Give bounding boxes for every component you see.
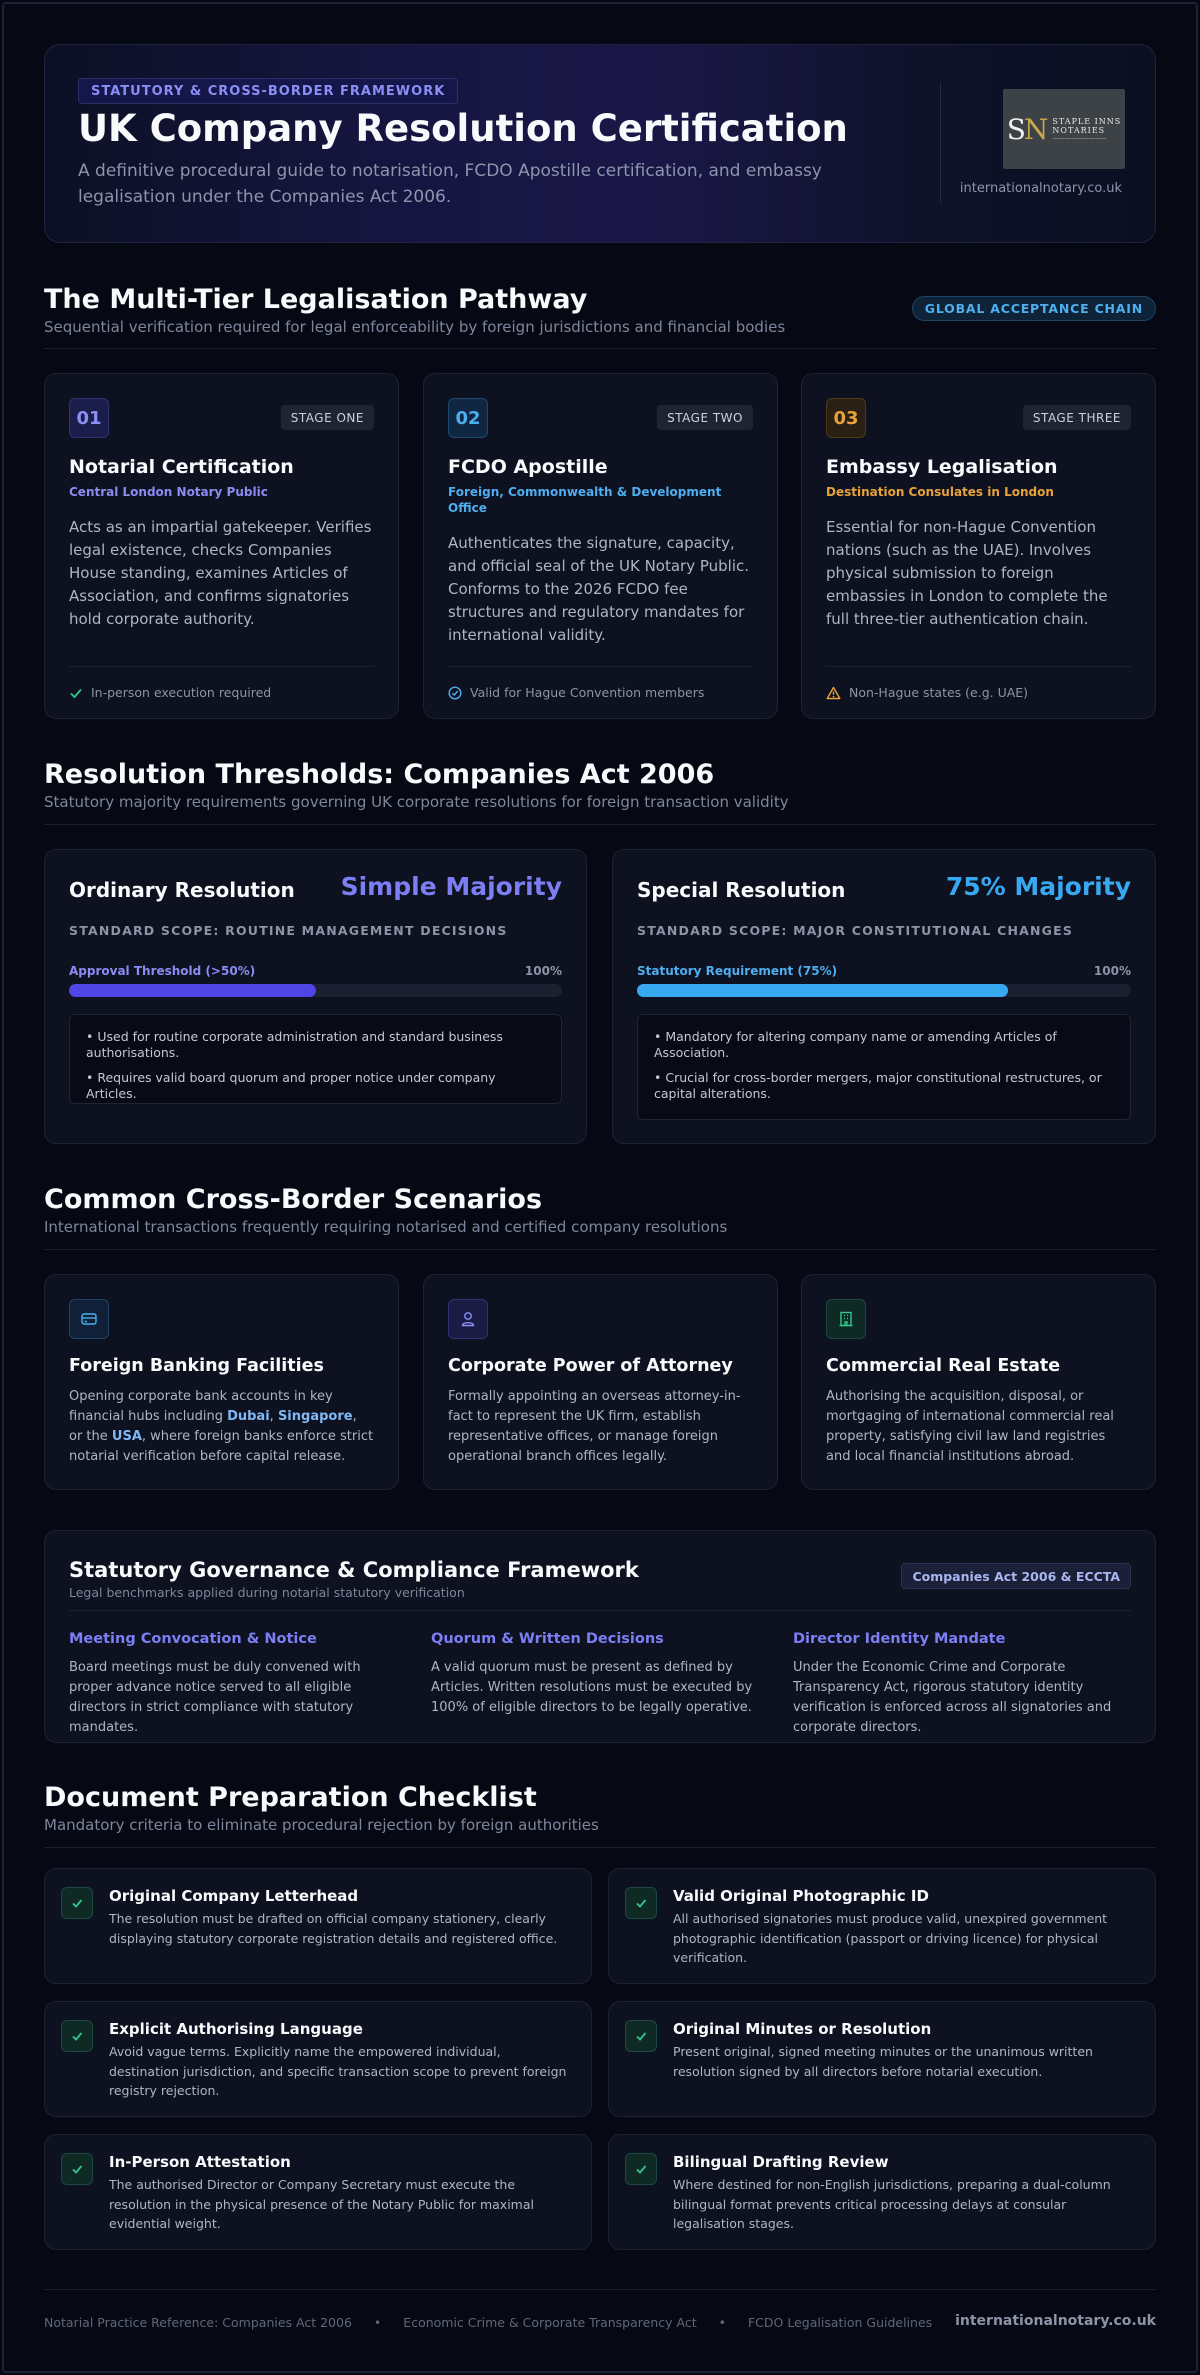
- stage-number: 01: [69, 398, 109, 438]
- resolution-notes: [637, 1014, 1131, 1120]
- stage-title: Embassy Legalisation: [826, 456, 1058, 478]
- stage-number: 02: [448, 398, 488, 438]
- checklist-item-title: Valid Original Photographic ID: [673, 1887, 929, 1905]
- stage-footer-text: Valid for Hague Convention members: [470, 685, 705, 700]
- governance-heading: Director Identity Mandate: [793, 1631, 1006, 1647]
- governance-text: A valid quorum must be present as defined by Articles. Written resolutions must be executed by 100% of eligible directors to be legally operative.: [431, 1660, 753, 1715]
- thresholds-title: Resolution Thresholds: Companies Act 2006: [44, 759, 715, 790]
- hero-subtitle: A definitive procedural guide to notarisation, FCDO Apostille certification, and embassy legalisation under the Companies Act 2006.: [78, 161, 822, 207]
- checklist-item: [608, 2134, 1156, 2250]
- thresholds-section: [44, 759, 1156, 811]
- highlight-singapore: Singapore: [277, 1409, 353, 1424]
- resolution-note: • Crucial for cross-border mergers, major constitutional restructures, or capital alterations.: [654, 1070, 1102, 1101]
- scenario-title: Corporate Power of Attorney: [448, 1356, 733, 1376]
- resolution-majority: Simple Majority: [340, 872, 562, 901]
- check-circle-icon: [448, 686, 462, 700]
- governance-divider: [69, 1610, 1131, 1611]
- resolution-scope: STANDARD SCOPE: MAJOR CONSTITUTIONAL CHANGES: [637, 923, 1074, 938]
- threshold-bar-max: 100%: [1093, 964, 1131, 978]
- checklist-item-title: Original Company Letterhead: [109, 1887, 359, 1905]
- hero-badge: STATUTORY & CROSS-BORDER FRAMEWORK: [78, 78, 458, 104]
- checklist-item-text: The authorised Director or Company Secretary must execute the resolution in the physical presence of the Notary Public for maximal evidential weight.: [109, 2177, 534, 2231]
- stage-footer: [826, 685, 1028, 700]
- resolution-title: Special Resolution: [637, 878, 846, 902]
- checkbox-checked: [61, 1887, 93, 1919]
- resolution-note: • Used for routine corporate administration and standard business authorisations.: [86, 1029, 503, 1060]
- scenarios-subtitle: International transactions frequently requiring notarised and certified company resolutions: [44, 1218, 728, 1236]
- stage-description: Essential for non-Hague Convention nations (such as the UAE). Involves physical submission to foreign embassies in London to complete the full three-tier authentication chain.: [826, 518, 1108, 628]
- stage-card-apostille: [423, 373, 778, 719]
- stage-footer-text: Non-Hague states (e.g. UAE): [849, 685, 1029, 700]
- governance-title: Statutory Governance & Compliance Framework: [69, 1558, 639, 1582]
- scenario-title: Commercial Real Estate: [826, 1356, 1061, 1376]
- threshold-bar-max: 100%: [524, 964, 562, 978]
- governance-heading: Meeting Convocation & Notice: [69, 1631, 317, 1647]
- threshold-bar-fill: [637, 984, 1008, 997]
- footer-references: [44, 2315, 932, 2330]
- check-icon: [70, 2029, 84, 2043]
- user-icon: [459, 1310, 477, 1328]
- pathway-section: [44, 284, 1156, 336]
- building-icon: [837, 1310, 855, 1328]
- credit-card-icon: [80, 1310, 98, 1328]
- pathway-title: The Multi-Tier Legalisation Pathway: [44, 284, 588, 315]
- governance-column: [431, 1631, 766, 1718]
- warning-icon: [826, 686, 841, 700]
- checklist-item-title: Explicit Authorising Language: [109, 2020, 363, 2038]
- threshold-bar-label: Statutory Requirement (75%): [637, 964, 838, 978]
- footer-separator: •: [718, 2315, 726, 2330]
- governance-heading: Quorum & Written Decisions: [431, 1631, 664, 1647]
- stage-tag: STAGE THREE: [1023, 405, 1131, 430]
- pathway-subtitle: Sequential verification required for legal enforceability by foreign jurisdictions and financial bodies: [44, 318, 786, 336]
- stage-footer-text: In-person execution required: [91, 685, 272, 700]
- scenario-description: Authorising the acquisition, disposal, or mortgaging of international commercial real property, satisfying civil law land registries and local financial institutions abroad.: [826, 1389, 1114, 1464]
- checklist-item-title: Bilingual Drafting Review: [673, 2153, 889, 2171]
- resolution-notes: [69, 1014, 562, 1104]
- hero-banner: [44, 44, 1156, 243]
- check-icon: [70, 2162, 84, 2176]
- checklist-section: [44, 1782, 1156, 1834]
- footer-link[interactable]: FCDO Legalisation Guidelines: [747, 2315, 933, 2330]
- check-icon: [634, 2162, 648, 2176]
- checklist-item-text: All authorised signatories must produce valid, unexpired government photographic identification (passport or driving licence) for physical verification.: [673, 1911, 1108, 1965]
- footer-brand[interactable]: internationalnotary.co.uk: [955, 2313, 1156, 2329]
- stage-description: Acts as an impartial gatekeeper. Verifies legal existence, checks Companies House standing, examines Articles of Association, and confirms signatories hold corporate authority.: [69, 518, 372, 628]
- footer-divider: [44, 2289, 1156, 2290]
- checklist-item-text: Avoid vague terms. Explicitly name the empowered individual, destination jurisdiction, and specific transaction scope to prevent foreign registry rejection.: [109, 2044, 567, 2098]
- scenario-card-power-of-attorney: [423, 1274, 778, 1490]
- resolution-note: • Requires valid board quorum and proper notice under company Articles.: [86, 1070, 496, 1101]
- checklist-item: [44, 2134, 592, 2250]
- ordinary-resolution-card: [44, 849, 587, 1144]
- checklist-item-title: Original Minutes or Resolution: [673, 2020, 932, 2038]
- stage-card-notarial: [44, 373, 399, 719]
- checkbox-checked: [61, 2153, 93, 2185]
- checkbox-checked: [625, 2020, 657, 2052]
- scenario-card-banking: [44, 1274, 399, 1490]
- highlight-dubai: Dubai: [227, 1409, 270, 1424]
- stage-card-embassy: [801, 373, 1156, 719]
- governance-badge: Companies Act 2006 & ECCTA: [901, 1563, 1131, 1589]
- threshold-bar-label: Approval Threshold (>50%): [69, 964, 256, 978]
- checklist-item-text: The resolution must be drafted on official company stationery, clearly displaying statutory corporate registration details and registered office.: [109, 1911, 558, 1946]
- governance-column: [69, 1631, 404, 1738]
- stage-authority: Destination Consulates in London: [826, 485, 1054, 499]
- hero-website-link[interactable]: internationalnotary.co.uk: [959, 181, 1122, 196]
- staple-inns-logo: SN STAPLE INNS NOTARIES —————————: [1003, 89, 1125, 169]
- footer-separator: •: [373, 2315, 382, 2330]
- threshold-bar-fill: [69, 984, 316, 997]
- stage-footer-divider: [826, 666, 1131, 667]
- scenarios-section: [44, 1184, 1156, 1236]
- checklist-item: [44, 1868, 592, 1984]
- checkbox-checked: [625, 1887, 657, 1919]
- governance-subtitle: Legal benchmarks applied during notarial statutory verification: [69, 1585, 465, 1600]
- governance-text: Under the Economic Crime and Corporate Transparency Act, rigorous statutory identity verification is enforced across all signatories and corporate directors.: [793, 1660, 1112, 1735]
- scenario-title: Foreign Banking Facilities: [69, 1356, 324, 1376]
- threshold-bar: [637, 984, 1131, 997]
- page-title: UK Company Resolution Certification: [78, 107, 848, 150]
- governance-text: Board meetings must be duly convened with proper advance notice served to all eligible directors in strict compliance with statutory mandates.: [69, 1660, 361, 1735]
- stage-authority: Central London Notary Public: [69, 485, 268, 499]
- thresholds-divider: [44, 824, 1156, 825]
- checkbox-checked: [61, 2020, 93, 2052]
- check-icon: [634, 1896, 648, 1910]
- resolution-scope: STANDARD SCOPE: ROUTINE MANAGEMENT DECISIONS: [69, 923, 508, 938]
- scenario-icon-box: [448, 1299, 488, 1339]
- scenario-icon-box: [69, 1299, 109, 1339]
- checklist-item: [608, 2001, 1156, 2117]
- stage-title: Notarial Certification: [69, 456, 294, 478]
- resolution-title: Ordinary Resolution: [69, 878, 295, 902]
- stage-number: 03: [826, 398, 866, 438]
- stage-footer: [448, 685, 704, 700]
- check-icon: [70, 1896, 84, 1910]
- threshold-bar: [69, 984, 562, 997]
- scenarios-divider: [44, 1249, 1156, 1250]
- checklist-item: [608, 1868, 1156, 1984]
- footer-link[interactable]: Notarial Practice Reference: Companies Act 2006: [44, 2315, 352, 2330]
- checklist-item-text: Present original, signed meeting minutes or the unanimous written resolution signed by all directors before notarial execution.: [673, 2044, 1093, 2079]
- checklist-divider: [44, 1847, 1156, 1848]
- stage-tag: STAGE ONE: [281, 405, 374, 430]
- resolution-note: • Mandatory for altering company name or amending Articles of Association.: [654, 1029, 1057, 1060]
- scenario-description: Opening corporate bank accounts in key financial hubs including Dubai, Singapore, or the USA, where foreign banks enforce strict notarial verification before capital release.: [69, 1389, 374, 1464]
- check-icon: [69, 686, 83, 700]
- governance-column: [793, 1631, 1128, 1738]
- stage-authority: Foreign, Commonwealth & Development Office: [448, 485, 722, 515]
- hero-divider: [940, 83, 941, 203]
- stage-footer-divider: [69, 666, 374, 667]
- pathway-divider: [44, 348, 1156, 349]
- governance-panel: [44, 1530, 1156, 1743]
- scenario-description: Formally appointing an overseas attorney-in-fact to represent the UK firm, establish representative offices, or manage foreign operational branch offices legally.: [448, 1389, 741, 1464]
- resolution-majority: 75% Majority: [945, 872, 1131, 901]
- special-resolution-card: [612, 849, 1156, 1144]
- checklist-title: Document Preparation Checklist: [44, 1782, 537, 1813]
- stage-description: Authenticates the signature, capacity, and official seal of the UK Notary Public. Conforms to the 2026 FCDO fee structures and regulatory mandates for international validity.: [448, 534, 750, 644]
- checkbox-checked: [625, 2153, 657, 2185]
- checklist-item-text: Where destined for non-English jurisdictions, preparing a dual-column bilingual format prevents critical processing delays at consular legalisation stages.: [673, 2177, 1111, 2231]
- scenario-icon-box: [826, 1299, 866, 1339]
- checklist-item: [44, 2001, 592, 2117]
- stage-footer-divider: [448, 666, 753, 667]
- stage-tag: STAGE TWO: [657, 405, 753, 430]
- stage-footer: [69, 685, 271, 700]
- scenario-card-real-estate: [801, 1274, 1156, 1490]
- checklist-item-title: In-Person Attestation: [109, 2153, 291, 2171]
- stage-title: FCDO Apostille: [448, 456, 608, 478]
- pathway-badge: GLOBAL ACCEPTANCE CHAIN: [912, 296, 1156, 321]
- checklist-subtitle: Mandatory criteria to eliminate procedural rejection by foreign authorities: [44, 1816, 599, 1834]
- thresholds-subtitle: Statutory majority requirements governing UK corporate resolutions for foreign transaction validity: [44, 793, 789, 811]
- footer-link[interactable]: Economic Crime & Corporate Transparency Act: [403, 2315, 697, 2330]
- scenarios-title: Common Cross-Border Scenarios: [44, 1184, 543, 1215]
- highlight-usa: USA: [111, 1429, 142, 1444]
- check-icon: [634, 2029, 648, 2043]
